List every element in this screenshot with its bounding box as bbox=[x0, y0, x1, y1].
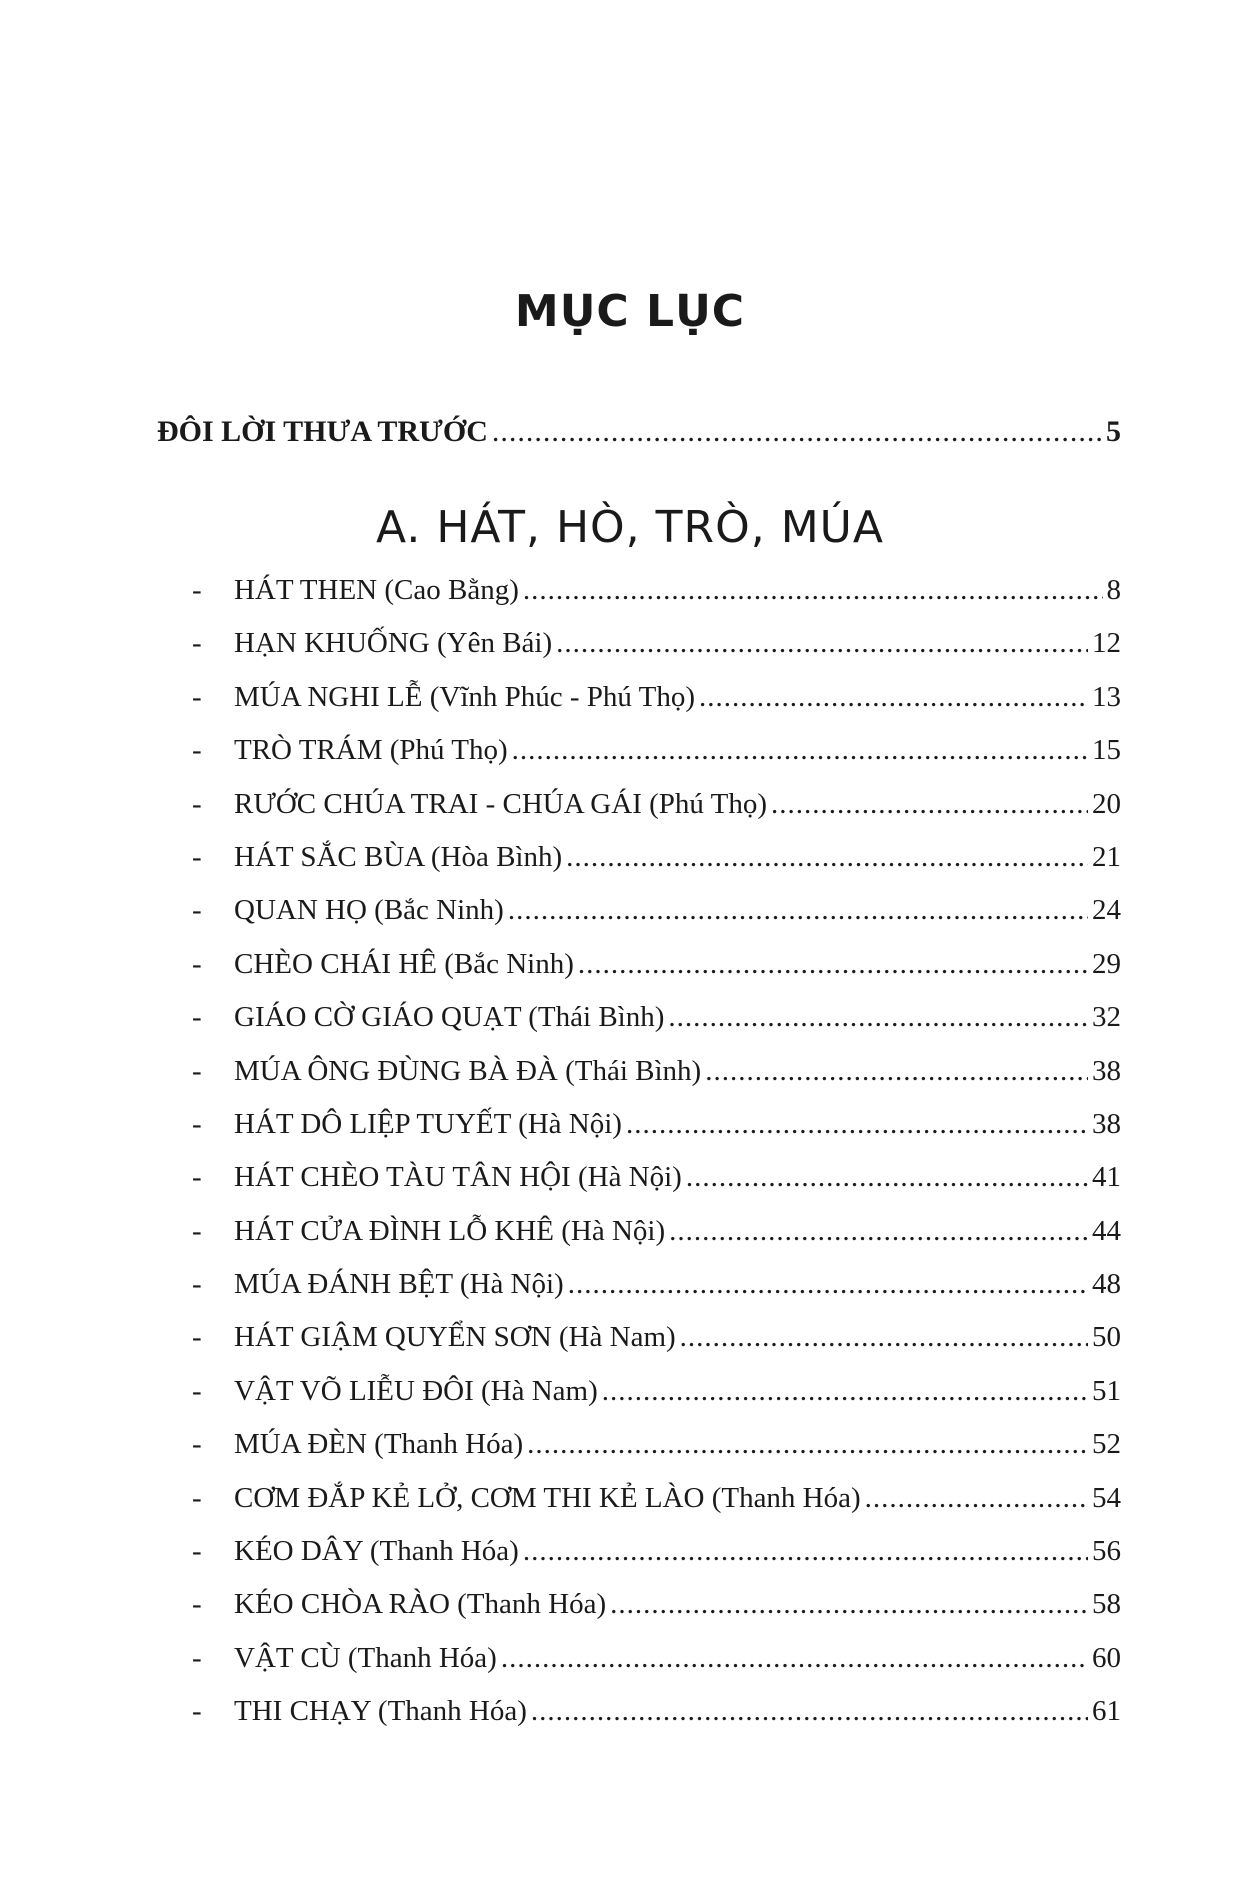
toc-entry-page: 48 bbox=[1092, 1268, 1121, 1301]
section-heading: A. HÁT, HÒ, TRÒ, MÚA bbox=[376, 502, 884, 553]
toc-entry-page: 58 bbox=[1092, 1588, 1121, 1621]
toc-entry-label: MÚA ÔNG ĐÙNG BÀ ĐÀ (Thái Bình) bbox=[234, 1054, 702, 1087]
toc-entry-page: 15 bbox=[1092, 734, 1121, 767]
toc-entry-label: RƯỚC CHÚA TRAI - CHÚA GÁI (Phú Thọ) bbox=[234, 787, 767, 820]
toc-entry-label: HÁT CỬA ĐÌNH LỖ KHÊ (Hà Nội) bbox=[234, 1214, 666, 1247]
toc-entry-label: TRÒ TRÁM (Phú Thọ) bbox=[234, 734, 508, 767]
dot-leader bbox=[566, 841, 1088, 874]
list-dash: - bbox=[192, 1428, 202, 1461]
page-title: MỤC LỤC bbox=[514, 286, 746, 337]
toc-entry-page: 8 bbox=[1106, 574, 1121, 606]
toc-entry-page: 51 bbox=[1092, 1374, 1121, 1407]
toc-entry-page: 5 bbox=[1106, 415, 1121, 448]
toc-entry[interactable] bbox=[192, 1428, 1121, 1481]
dot-leader bbox=[523, 574, 1103, 607]
toc-entry-preface[interactable] bbox=[157, 415, 1121, 449]
list-dash: - bbox=[192, 1481, 202, 1514]
toc-entry-page: 52 bbox=[1092, 1428, 1121, 1461]
list-dash: - bbox=[192, 734, 202, 767]
toc-entry-list bbox=[192, 574, 1121, 1749]
toc-entry[interactable] bbox=[192, 894, 1121, 947]
dot-leader bbox=[531, 1695, 1088, 1728]
dot-leader bbox=[602, 1375, 1088, 1408]
toc-entry[interactable] bbox=[192, 1215, 1121, 1268]
toc-entry-page: 56 bbox=[1092, 1535, 1121, 1568]
list-dash: - bbox=[192, 1321, 202, 1354]
toc-entry[interactable] bbox=[192, 1161, 1121, 1214]
dot-leader bbox=[699, 681, 1088, 714]
list-dash: - bbox=[192, 1535, 202, 1568]
toc-entry[interactable] bbox=[192, 1642, 1121, 1695]
toc-entry-label: QUAN HỌ (Bắc Ninh) bbox=[234, 894, 504, 927]
toc-entry-page: 61 bbox=[1092, 1695, 1121, 1728]
toc-entry-label: HẠN KHUỐNG (Yên Bái) bbox=[234, 627, 553, 660]
list-dash: - bbox=[192, 1588, 202, 1621]
dot-leader bbox=[626, 1108, 1088, 1141]
dot-leader bbox=[512, 734, 1088, 767]
toc-entry[interactable] bbox=[192, 1695, 1121, 1748]
dot-leader bbox=[556, 627, 1088, 660]
toc-entry-label: VẬT CÙ (Thanh Hóa) bbox=[234, 1641, 497, 1674]
toc-entry-label: CHÈO CHÁI HÊ (Bắc Ninh) bbox=[234, 947, 574, 980]
toc-entry[interactable] bbox=[192, 1268, 1121, 1321]
toc-entry[interactable] bbox=[192, 1055, 1121, 1108]
list-dash: - bbox=[192, 787, 202, 820]
list-dash: - bbox=[192, 1001, 202, 1034]
dot-leader bbox=[578, 948, 1088, 981]
list-dash: - bbox=[192, 1161, 202, 1194]
dot-leader bbox=[527, 1428, 1088, 1461]
dot-leader bbox=[771, 788, 1088, 821]
list-dash: - bbox=[192, 1268, 202, 1301]
toc-entry-page: 21 bbox=[1092, 840, 1121, 873]
list-dash: - bbox=[192, 1107, 202, 1140]
toc-entry-page: 29 bbox=[1092, 947, 1121, 980]
toc-entry-page: 38 bbox=[1092, 1107, 1121, 1140]
toc-entry-label: HÁT CHÈO TÀU TÂN HỘI (Hà Nội) bbox=[234, 1161, 682, 1194]
toc-entry-page: 12 bbox=[1092, 627, 1121, 660]
list-dash: - bbox=[192, 1374, 202, 1407]
list-dash: - bbox=[192, 680, 202, 713]
toc-entry[interactable] bbox=[192, 1321, 1121, 1374]
toc-entry[interactable] bbox=[192, 734, 1121, 787]
toc-entry[interactable] bbox=[192, 841, 1121, 894]
dot-leader bbox=[680, 1321, 1088, 1354]
list-dash: - bbox=[192, 627, 202, 660]
toc-entry[interactable] bbox=[192, 1375, 1121, 1428]
toc-entry-page: 54 bbox=[1092, 1481, 1121, 1514]
dot-leader bbox=[568, 1268, 1088, 1301]
list-dash: - bbox=[192, 840, 202, 873]
dot-leader bbox=[669, 1215, 1088, 1248]
list-dash: - bbox=[192, 574, 202, 606]
list-dash: - bbox=[192, 1214, 202, 1247]
toc-entry[interactable] bbox=[192, 681, 1121, 734]
dot-leader bbox=[668, 1001, 1088, 1034]
list-dash: - bbox=[192, 1641, 202, 1674]
toc-entry-page: 38 bbox=[1092, 1054, 1121, 1087]
toc-entry-label: HÁT GIẬM QUYỂN SƠN (Hà Nam) bbox=[234, 1321, 676, 1354]
list-dash: - bbox=[192, 947, 202, 980]
toc-entry-label: HÁT THEN (Cao Bằng) bbox=[234, 574, 519, 606]
toc-entry[interactable] bbox=[192, 1001, 1121, 1054]
toc-entry-page: 60 bbox=[1092, 1641, 1121, 1674]
toc-entry[interactable] bbox=[192, 1108, 1121, 1161]
toc-entry-label: HÁT SẮC BÙA (Hòa Bình) bbox=[234, 840, 563, 873]
list-dash: - bbox=[192, 894, 202, 927]
toc-entry-label: ĐÔI LỜI THƯA TRƯỚC bbox=[157, 415, 488, 448]
list-dash: - bbox=[192, 1695, 202, 1728]
dot-leader bbox=[865, 1482, 1088, 1515]
toc-entry-page: 32 bbox=[1092, 1001, 1121, 1034]
toc-entry-label: HÁT DÔ LIỆP TUYẾT (Hà Nội) bbox=[234, 1107, 622, 1140]
toc-entry-label: MÚA NGHI LỄ (Vĩnh Phúc - Phú Thọ) bbox=[234, 680, 696, 713]
toc-entry-label: GIÁO CỜ GIÁO QUẠT (Thái Bình) bbox=[234, 1001, 665, 1034]
toc-entry[interactable] bbox=[192, 627, 1121, 680]
toc-entry[interactable] bbox=[192, 1588, 1121, 1641]
dot-leader bbox=[523, 1535, 1088, 1568]
dot-leader bbox=[501, 1642, 1088, 1675]
toc-entry[interactable] bbox=[192, 574, 1121, 627]
dot-leader bbox=[705, 1055, 1088, 1088]
toc-entry[interactable] bbox=[192, 788, 1121, 841]
toc-entry[interactable] bbox=[192, 1482, 1121, 1535]
toc-entry[interactable] bbox=[192, 1535, 1121, 1588]
toc-entry-label: THI CHẠY (Thanh Hóa) bbox=[234, 1695, 527, 1728]
toc-entry-label: VẬT VÕ LIỄU ĐÔI (Hà Nam) bbox=[234, 1374, 598, 1407]
toc-entry-page: 41 bbox=[1092, 1161, 1121, 1194]
toc-entry-page: 24 bbox=[1092, 894, 1121, 927]
toc-entry[interactable] bbox=[192, 948, 1121, 1001]
toc-entry-label: MÚA ĐÁNH BỆT (Hà Nội) bbox=[234, 1268, 564, 1301]
toc-entry-page: 50 bbox=[1092, 1321, 1121, 1354]
dot-leader bbox=[508, 894, 1088, 927]
toc-entry-page: 44 bbox=[1092, 1214, 1121, 1247]
dot-leader bbox=[492, 415, 1102, 449]
toc-entry-label: KÉO DÂY (Thanh Hóa) bbox=[234, 1535, 519, 1568]
toc-entry-page: 13 bbox=[1092, 680, 1121, 713]
dot-leader bbox=[686, 1161, 1088, 1194]
toc-entry-label: MÚA ĐÈN (Thanh Hóa) bbox=[234, 1428, 524, 1461]
list-dash: - bbox=[192, 1054, 202, 1087]
toc-entry-label: CƠM ĐẮP KẺ LỞ, CƠM THI KẺ LÀO (Thanh Hóa) bbox=[234, 1481, 861, 1514]
dot-leader bbox=[610, 1588, 1088, 1621]
toc-entry-label: KÉO CHÒA RÀO (Thanh Hóa) bbox=[234, 1588, 607, 1621]
toc-entry-page: 20 bbox=[1092, 787, 1121, 820]
